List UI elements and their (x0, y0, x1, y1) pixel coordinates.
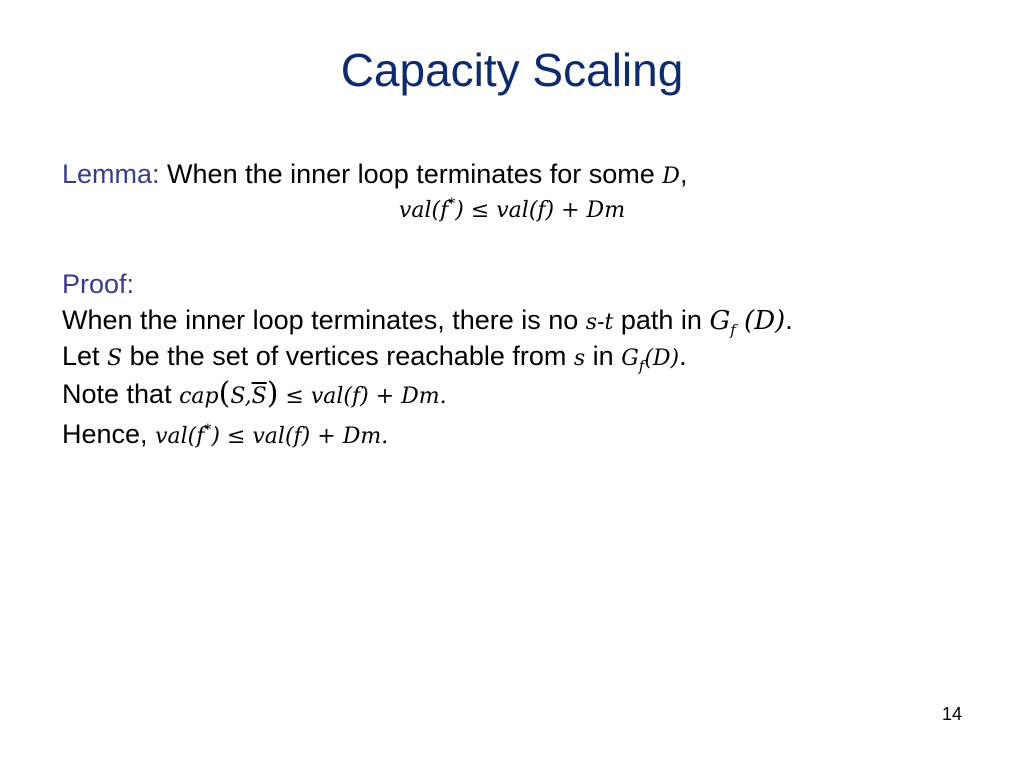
proof-label: Proof: (62, 269, 135, 299)
proof-line-1-d: (D) (735, 306, 786, 336)
lemma-comma: , (679, 159, 688, 189)
proof-line-4-rest: ) ≤ val(f) + Dm (211, 424, 382, 449)
proof-line-1-st: s-t (585, 310, 614, 335)
proof-line-1 (62, 302, 793, 342)
lemma-eq-op: ≤ (463, 198, 497, 223)
proof-line-2-d: (D) (644, 346, 680, 371)
proof-line-1-text-b: path in (613, 305, 710, 335)
proof-line-4-sup: * (204, 422, 212, 438)
proof-line-2-g-sub: f (638, 357, 645, 375)
proof-line-1-g: G (709, 306, 731, 336)
proof-line-3-period: . (439, 384, 447, 409)
lemma-statement (62, 156, 687, 195)
lemma-text: When the inner loop terminates for some (159, 159, 663, 189)
lemma-var-d: D (662, 164, 680, 189)
lemma-label: Lemma: (62, 159, 160, 189)
lemma-eq-lhs-sup: * (448, 196, 456, 212)
proof-line-3-rest: ≤ val(f) + Dm (278, 384, 440, 409)
proof-line-3 (62, 376, 447, 415)
proof-line-3-s: S, (230, 384, 252, 409)
proof-line-2-period: . (679, 341, 687, 371)
proof-line-4-text-a: Hence, (62, 419, 156, 449)
proof-line-2-g: G (621, 346, 639, 371)
proof-line-3-paren-close: ) (266, 376, 279, 411)
proof-line-1-period: . (785, 305, 793, 335)
proof-line-2 (62, 338, 687, 378)
proof-line-2-text-a: Let (62, 341, 108, 371)
lemma-eq-rhs: val(f) + Dm (496, 198, 626, 223)
lemma-equation (0, 194, 1024, 230)
page-number: 14 (941, 704, 962, 724)
slide-title: Capacity Scaling (340, 44, 684, 96)
proof-line-2-text-b: be the set of vertices reachable from (122, 341, 574, 371)
proof-line-1-text-a: When the inner loop terminates, there is no (62, 305, 586, 335)
proof-line-4-lhs: val(f (155, 424, 205, 449)
proof-line-3-text-a: Note that (62, 379, 180, 409)
lemma-eq-lhs-close: ) (455, 198, 464, 223)
proof-line-2-s: s (573, 346, 586, 371)
proof-line-2-s-set: S (107, 346, 123, 371)
lemma-eq-lhs: val(f (398, 198, 449, 223)
proof-line-3-s-bar: $\overline{S}$ (251, 384, 267, 409)
proof-line-3-cap: cap (179, 384, 219, 409)
proof-line-4-period: . (381, 424, 389, 449)
proof-line-3-paren-open: ( (218, 376, 231, 411)
proof-line-1-g-sub: f (730, 321, 736, 339)
proof-line-2-text-c: in (585, 341, 622, 371)
proof-line-4 (62, 416, 388, 457)
